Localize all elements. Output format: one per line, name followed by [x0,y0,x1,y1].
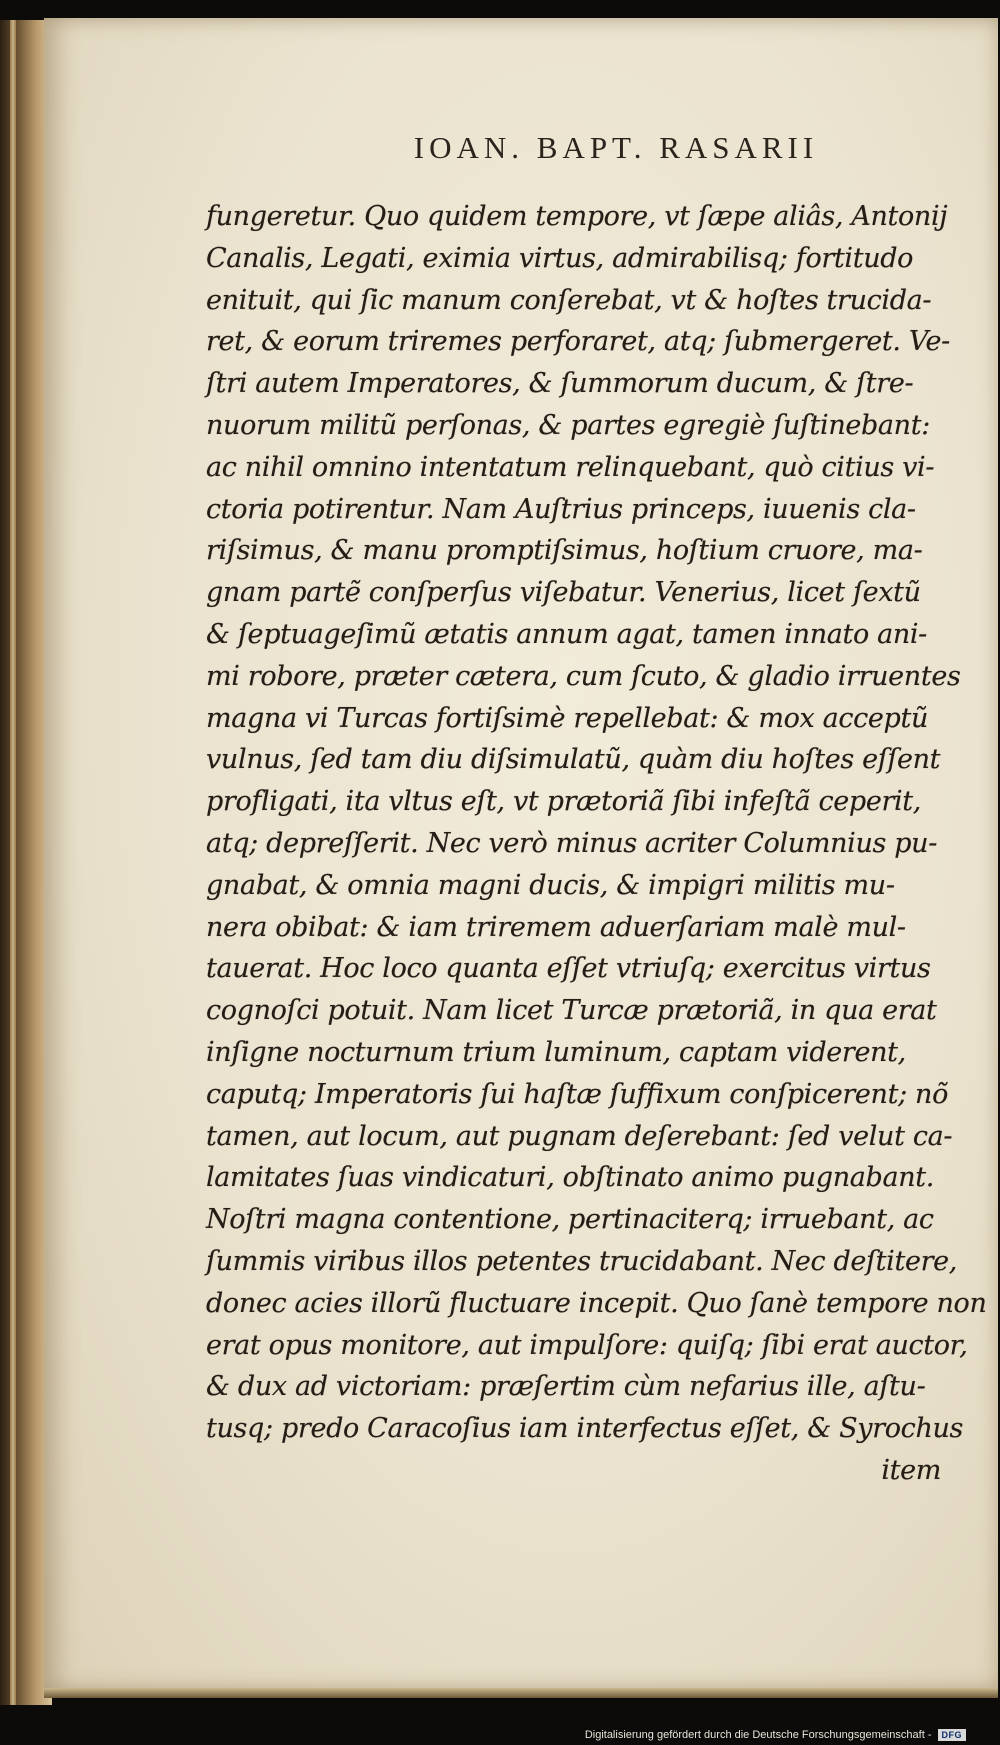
text-line: enituit, qui ſic manum conſerebat, vt & hoſtes trucida- [206,284,932,316]
text-line: tauerat. Hoc loco quanta eſſet vtriuſq; exercitus virtus [206,953,931,985]
text-line: Noſtri magna contentione, pertinaciterq; irruebant, ac [206,1204,934,1236]
running-head-text: IOAN. BAPT. RASARII [413,130,819,165]
text-line: inſigne nocturnum trium luminum, captam viderent, [206,1036,906,1068]
binding-edge [10,20,16,1705]
text-line: nera obibat: & iam triremem aduerſariam malè mul- [206,911,906,943]
text-line: nuorum militũ perſonas, & partes egregiè ſuſtinebant: [206,409,930,441]
text-line: & ſeptuageſimũ ætatis annum agat, tamen innato ani- [206,618,927,650]
text-line: riſsimus, & manu promptiſsimus, hoſtium cruore, ma- [206,535,923,567]
text-line: ret, & eorum triremes perforaret, atq; ſubmergeret. Ve- [206,326,950,358]
text-line: profligati, ita vltus eſt, vt prætoriã ſibi infeſtã ceperit, [206,786,922,818]
digitization-credit [585,1727,966,1743]
text-line: gnabat, & omnia magni ducis, & impigri militis mu- [206,869,895,901]
running-head [44,130,998,166]
text-line: Canalis, Legati, eximia virtus, admirabilisq; fortitudo [206,242,914,274]
text-line: ſummis viribus illos petentes trucidabant. Nec deſtitere, [206,1245,958,1277]
text-line: atq; depreſſerit. Nec verò minus acriter Columnius pu- [206,827,937,859]
text-line: tamen, aut locum, aut pugnam deſerebant: ſed velut ca- [206,1120,953,1152]
text-line: erat opus monitore, aut impulſore: quiſq; ſibi erat auctor, [206,1329,968,1361]
credit-text: Digitalisierung gefördert durch die Deutsche Forschungsgemeinschaft - [584,1729,932,1741]
text-line: caputq; Imperatoris ſui haſtæ ſuffixum conſpicerent; nõ [206,1078,948,1110]
text-line: ctoria potirentur. Nam Auſtrius princeps, iuuenis cla- [206,493,916,525]
text-line: ac nihil omnino intentatum relinquebant, quò citius vi- [206,451,935,483]
text-line: lamitates ſuas vindicaturi, obſtinato animo pugnabant. [206,1162,934,1194]
text-line: magna vi Turcas fortiſsimè repellebat: & mox acceptũ [206,702,929,734]
page-sheet [44,18,998,1690]
text-line: gnam partẽ conſperſus viſebatur. Venerius, licet ſextũ [206,577,921,609]
text-line: tusq; predo Caracoſius iam interfectus eſſet, & Syrochus [206,1413,964,1445]
catchword: item [881,1454,941,1486]
page-bottom-edge [44,1688,998,1698]
body-text [206,196,987,1492]
text-line: mi robore, præter cætera, cum ſcuto, & gladio irruentes [206,660,961,692]
text-line: fungeretur. Quo quidem tempore, vt ſæpe aliâs, Antonij [206,201,948,232]
text-line: donec acies illorũ fluctuare incepit. Quo ſanè tempore non [206,1287,987,1319]
dfg-logo: DFG [938,1729,967,1741]
text-line: & dux ad victoriam: præſertim cùm nefarius ille, aſtu- [206,1371,926,1403]
text-line: cognoſci potuit. Nam licet Turcæ prætoriã, in qua erat [206,995,937,1027]
text-line: ſtri autem Imperatores, & ſummorum ducum, & ſtre- [206,368,914,400]
text-line: vulnus, ſed tam diu diſsimulatũ, quàm diu hoſtes eſſent [206,744,941,776]
